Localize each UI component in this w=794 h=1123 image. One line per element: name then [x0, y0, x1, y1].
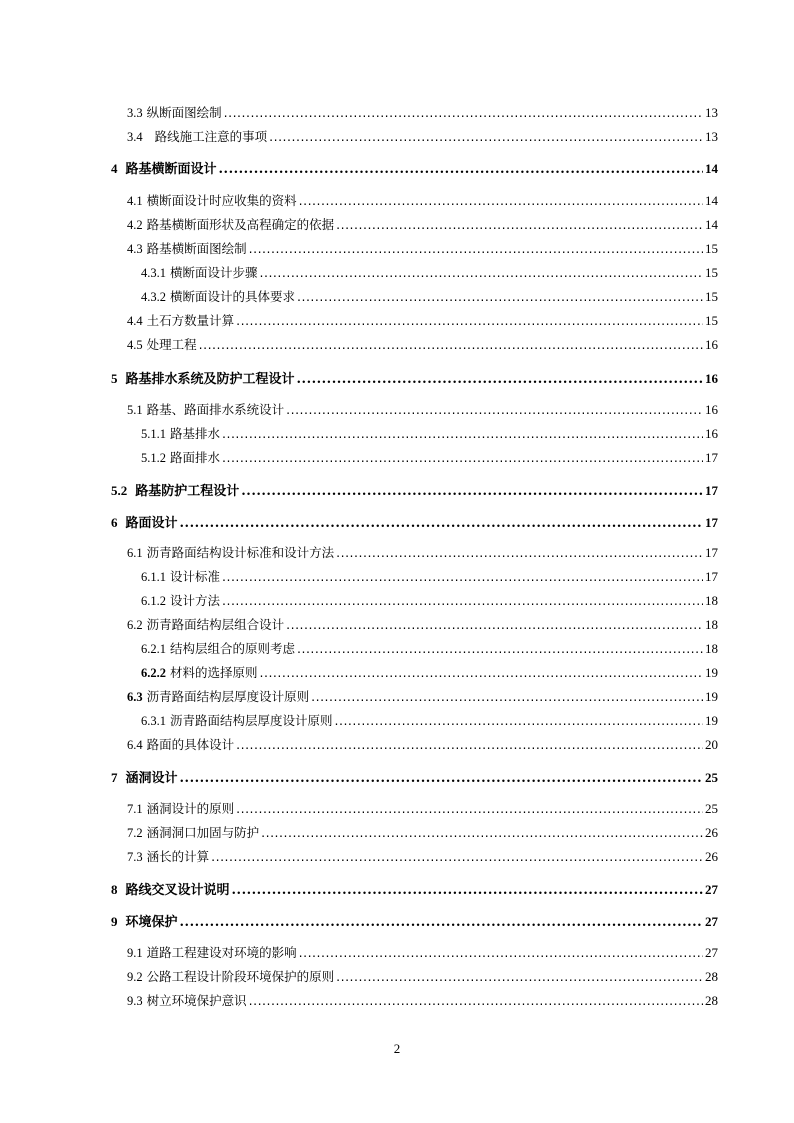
toc-entry[interactable]	[141, 424, 718, 442]
toc-entry[interactable]	[127, 991, 718, 1009]
toc-entry-title: 路基排水系统及防护工程设计	[125, 372, 295, 387]
toc-entry-label	[141, 448, 220, 466]
dot-leader	[260, 665, 703, 680]
toc-entry-title: 沥青路面结构设计标准和设计方法	[146, 545, 335, 560]
toc-entry-page: 18	[705, 593, 718, 608]
dot-leader	[261, 825, 703, 840]
toc-entry-title: 路线施工注意的事项	[154, 129, 268, 144]
toc-entry-page: 16	[705, 337, 718, 352]
toc-entry-number: 4	[111, 161, 118, 176]
toc-entry-label	[111, 911, 178, 930]
toc-entry-title: 路线交叉设计说明	[125, 883, 230, 898]
dot-leader	[236, 801, 703, 816]
toc-entry-page: 16	[705, 371, 718, 386]
dot-leader	[222, 450, 703, 465]
toc-entry-title: 横断面设计时应收集的资料	[146, 193, 297, 208]
toc-entry-number: 9.3	[127, 994, 143, 1008]
toc-entry-label	[127, 687, 309, 705]
toc-entry[interactable]	[127, 735, 718, 753]
toc-entry-page: 19	[705, 665, 718, 680]
toc-entry-number: 6.1.2	[141, 594, 166, 608]
toc-entry-label	[141, 263, 258, 281]
toc-entry-page: 19	[705, 713, 718, 728]
toc-entry[interactable]	[141, 263, 718, 281]
toc-entry[interactable]	[127, 311, 718, 329]
toc-entry-page: 17	[705, 450, 718, 465]
toc-entry-page: 18	[705, 617, 718, 632]
toc-entry-number: 5	[111, 371, 118, 386]
toc-entry-page: 28	[705, 969, 718, 984]
toc-entry-label	[141, 711, 333, 729]
dot-leader	[211, 849, 703, 864]
toc-entry[interactable]	[141, 448, 718, 466]
toc-entry-number: 5.1.2	[141, 451, 166, 465]
toc-entry-label	[127, 823, 259, 841]
toc-entry-page: 13	[705, 105, 718, 120]
toc-entry-number: 4.3.1	[141, 266, 166, 280]
toc-entry-page: 27	[705, 882, 718, 897]
toc-entry-label	[111, 158, 217, 177]
dot-leader	[222, 426, 703, 441]
toc-entry[interactable]	[127, 239, 718, 257]
toc-entry-label	[141, 639, 295, 657]
toc-entry-number: 8	[111, 882, 118, 897]
toc-entry-number: 3.4	[127, 130, 143, 144]
toc-entry-title: 涵长的计算	[146, 849, 210, 864]
toc-entry-label	[127, 967, 334, 985]
toc-entry-title: 沥青路面结构层厚度设计原则	[170, 713, 333, 728]
toc-entry-label	[127, 400, 284, 418]
toc-entry[interactable]	[141, 663, 718, 681]
toc-entry-page: 15	[705, 289, 718, 304]
toc-entry-label	[111, 368, 295, 387]
toc-entry[interactable]	[141, 591, 718, 609]
toc-entry-page: 28	[705, 993, 718, 1008]
toc-entry-label	[141, 663, 258, 681]
toc-entry-number: 4.3.2	[141, 290, 166, 304]
dot-leader	[311, 689, 703, 704]
toc-entry[interactable]	[127, 615, 718, 633]
toc-entry[interactable]	[127, 215, 718, 233]
toc-entry[interactable]	[111, 879, 718, 898]
toc-entry[interactable]	[127, 400, 718, 418]
toc-entry-label	[111, 480, 239, 499]
toc-entry[interactable]	[127, 847, 718, 865]
dot-leader	[232, 883, 703, 898]
toc-entry-title: 路面设计	[125, 516, 178, 531]
toc-entry-title: 涵洞设计的原则	[146, 801, 235, 816]
toc-entry-page: 27	[705, 914, 718, 929]
toc-entry[interactable]	[141, 287, 718, 305]
toc-entry[interactable]	[111, 480, 718, 499]
toc-entry[interactable]	[127, 687, 718, 705]
toc-entry-number: 4.1	[127, 194, 143, 208]
toc-entry-title: 涵洞设计	[125, 771, 178, 786]
toc-entry-number: 6.3	[127, 690, 143, 704]
dot-leader	[222, 569, 703, 584]
toc-entry-label	[127, 103, 222, 121]
dot-leader	[299, 945, 703, 960]
dot-leader	[249, 241, 703, 256]
toc-entry-label	[111, 879, 230, 898]
toc-entry-number: 7.1	[127, 802, 143, 816]
toc-entry-label	[141, 287, 295, 305]
toc-entry-title: 路面排水	[170, 450, 221, 465]
dot-leader	[222, 593, 703, 608]
dot-leader	[335, 713, 703, 728]
toc-entry-label	[127, 335, 197, 353]
dot-leader	[180, 516, 703, 531]
toc-entry[interactable]	[111, 158, 718, 177]
dot-leader	[286, 617, 703, 632]
dot-leader	[299, 193, 703, 208]
toc-entry-title: 横断面设计步骤	[170, 265, 258, 280]
toc-entry-number: 6.2.2	[141, 666, 166, 680]
toc-entry-title: 土石方数量计算	[146, 313, 235, 328]
toc-entry-label	[127, 847, 209, 865]
toc-entry[interactable]	[127, 103, 718, 121]
toc-entry-number: 4.4	[127, 314, 143, 328]
toc-entry-page: 17	[705, 483, 718, 498]
toc-entry[interactable]	[111, 911, 718, 930]
dot-leader	[286, 402, 703, 417]
toc-entry-title: 沥青路面结构层组合设计	[146, 617, 285, 632]
toc-entry-title: 路基横断面图绘制	[146, 241, 247, 256]
toc-entry-title: 道路工程建设对环境的影响	[146, 945, 297, 960]
toc-entry[interactable]	[127, 335, 718, 353]
toc-entry-page: 25	[705, 770, 718, 785]
toc-entry-number: 7	[111, 770, 118, 785]
toc-entry-label	[127, 735, 234, 753]
toc-entry-number: 9.1	[127, 946, 143, 960]
toc-entry-title: 路基防护工程设计	[135, 484, 240, 499]
toc-entry-page: 14	[705, 217, 718, 232]
toc-entry-number: 4.2	[127, 218, 143, 232]
toc-entry-page: 25	[705, 801, 718, 816]
toc-entry[interactable]	[127, 943, 718, 961]
toc-entry-page: 26	[705, 849, 718, 864]
toc-entry[interactable]	[127, 967, 718, 985]
dot-leader	[297, 289, 703, 304]
toc-entry-label	[127, 311, 234, 329]
toc-entry-page: 17	[705, 515, 718, 530]
toc-entry-title: 结构层组合的原则考虑	[170, 641, 296, 656]
toc-entry-page: 17	[705, 545, 718, 560]
toc-entry-label	[127, 127, 267, 145]
toc-entry[interactable]	[141, 567, 718, 585]
toc-entry-label	[127, 543, 334, 561]
toc-entry-number: 4.3	[127, 242, 143, 256]
toc-entry-number: 5.1.1	[141, 427, 166, 441]
toc-entry-title: 设计标准	[170, 569, 221, 584]
dot-leader	[297, 641, 703, 656]
toc-entry-page: 18	[705, 641, 718, 656]
dot-leader	[236, 313, 703, 328]
toc-entry-page: 16	[705, 402, 718, 417]
toc-entry-number: 5.1	[127, 403, 143, 417]
toc-entry-number: 4.5	[127, 338, 143, 352]
toc-entry-number: 7.3	[127, 850, 143, 864]
dot-leader	[269, 129, 703, 144]
toc-entry[interactable]	[127, 799, 718, 817]
dot-leader	[236, 737, 703, 752]
toc-entry-label	[127, 943, 297, 961]
toc-entry-number: 6	[111, 515, 118, 530]
toc-entry-page: 27	[705, 945, 718, 960]
dot-leader	[297, 372, 703, 387]
toc-entry[interactable]	[127, 127, 718, 145]
toc-entry-title: 路基、路面排水系统设计	[146, 402, 285, 417]
toc-entry-page: 15	[705, 265, 718, 280]
toc-entry-page: 19	[705, 689, 718, 704]
toc-entry-number: 6.3.1	[141, 714, 166, 728]
dot-leader	[249, 993, 703, 1008]
toc-entry-title: 纵断面图绘制	[146, 105, 222, 120]
dot-leader	[336, 969, 703, 984]
dot-leader	[241, 484, 703, 499]
toc-entry-title: 路基排水	[170, 426, 221, 441]
toc-entry-label	[111, 767, 178, 786]
toc-entry-title: 涵洞洞口加固与防护	[146, 825, 260, 840]
toc-entry-title: 横断面设计的具体要求	[170, 289, 296, 304]
toc-entry[interactable]	[111, 512, 718, 531]
toc-entry-label	[141, 567, 220, 585]
toc-entry-number: 6.1.1	[141, 570, 166, 584]
dot-leader	[336, 545, 703, 560]
toc-entry-page: 13	[705, 129, 718, 144]
dot-leader	[219, 162, 703, 177]
toc-entry-title: 处理工程	[146, 337, 197, 352]
toc-entry-title: 沥青路面结构层厚度设计原则	[146, 689, 310, 704]
toc-entry-label	[127, 239, 247, 257]
toc-entry-label	[127, 215, 334, 233]
dot-leader	[336, 217, 703, 232]
toc-entry-number: 9	[111, 914, 118, 929]
toc-entry[interactable]	[127, 191, 718, 209]
toc-entry-title: 路基横断面设计	[125, 162, 217, 177]
toc-entry[interactable]	[141, 639, 718, 657]
toc-entry-page: 15	[705, 313, 718, 328]
toc-entry-title: 路面的具体设计	[146, 737, 235, 752]
toc-entry-title: 设计方法	[170, 593, 221, 608]
dot-leader	[224, 105, 703, 120]
toc-entry-page: 20	[705, 737, 718, 752]
toc-entry-page: 26	[705, 825, 718, 840]
toc-entry-number: 5.2	[111, 483, 128, 498]
toc-entry-label	[141, 591, 220, 609]
toc-entry-page: 15	[705, 241, 718, 256]
toc-entry-number: 6.1	[127, 546, 143, 560]
toc-entry[interactable]	[127, 823, 718, 841]
toc-entry-label	[111, 512, 178, 531]
toc-entry-page: 16	[705, 426, 718, 441]
toc-entry-number: 7.2	[127, 826, 143, 840]
dot-leader	[199, 337, 703, 352]
toc-entry-page: 14	[705, 193, 718, 208]
toc-entry-page: 14	[705, 161, 718, 176]
toc-entry-title: 公路工程设计阶段环境保护的原则	[146, 969, 335, 984]
toc-entry-page: 17	[705, 569, 718, 584]
dot-leader	[180, 771, 703, 786]
dot-leader	[180, 915, 703, 930]
toc-entry-label	[127, 191, 297, 209]
toc-entry-number: 6.4	[127, 738, 143, 752]
toc-entry-number: 9.2	[127, 970, 143, 984]
toc-entry[interactable]	[111, 368, 718, 387]
toc-entry-title: 树立环境保护意识	[146, 993, 247, 1008]
toc-entry[interactable]	[127, 543, 718, 561]
toc-entry-title: 环境保护	[125, 915, 178, 930]
toc-entry-title: 路基横断面形状及高程确定的依据	[146, 217, 335, 232]
toc-entry[interactable]	[111, 767, 718, 786]
toc-entry-label	[141, 424, 220, 442]
toc-entry-label	[127, 799, 234, 817]
page-number: 2	[393, 1041, 401, 1056]
toc-entry-number: 6.2.1	[141, 642, 166, 656]
toc-entry-number: 6.2	[127, 618, 143, 632]
toc-entry-label	[127, 615, 284, 633]
toc-entry-label	[127, 991, 247, 1009]
toc-entry-title: 材料的选择原则	[170, 665, 258, 680]
dot-leader	[260, 265, 703, 280]
toc-entry-number: 3.3	[127, 106, 143, 120]
toc-entry[interactable]	[141, 711, 718, 729]
